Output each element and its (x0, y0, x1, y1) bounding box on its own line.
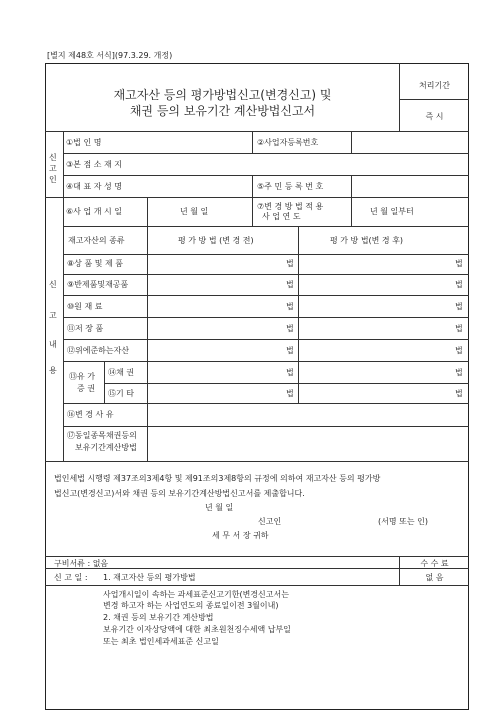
title-line-2: 채권 등의 보유기간 계산방법신고서 (129, 104, 316, 118)
row-after: 법 (455, 259, 463, 268)
applicant-sign-label: 신고인 (258, 517, 282, 526)
corp-name-label: ①법 인 명 (66, 138, 102, 147)
row-before: 법 (286, 346, 294, 355)
same-kind-label-a: ⑰동일종목채권등의 (67, 431, 137, 440)
row-label: ⑪저 장 품 (67, 324, 104, 333)
declaration-line-1: 법인세법 시행령 제37조의3제4항 및 제91조의3제8항의 규정에 의하여 재고자산 등의 평가방 (54, 474, 381, 483)
securities-label-a: ⑬유 가 (69, 372, 95, 381)
bond-before: 법 (286, 368, 294, 377)
content-char-1: 신 (49, 280, 57, 289)
due-item-2-detail-a: 보유기간 이자상당액에 대한 최초원천징수세액 납부일 (103, 625, 291, 634)
same-kind-label-b: 보유기간계산방법 (75, 443, 137, 452)
row-before: 법 (286, 302, 294, 311)
applicant-char-1: 신 (49, 153, 57, 162)
row-label: ⑨반제품및재공품 (67, 280, 129, 289)
row-after: 법 (455, 346, 463, 355)
hq-address-label: ③본 점 소 재 지 (66, 160, 122, 169)
bond-label: ⑭채 권 (108, 368, 134, 377)
biz-start-label: ⑥사 업 개 시 일 (66, 207, 122, 216)
processing-period-label: 처리기간 (419, 81, 450, 90)
rep-name-label: ④대 표 자 성 명 (66, 182, 122, 191)
other-label: ⑮기 타 (108, 389, 134, 398)
processing-period-value: 즉 시 (425, 112, 444, 121)
fee-value: 없 음 (425, 573, 444, 582)
change-year-value: 년 월 일부터 (370, 207, 414, 216)
due-item-2: 2. 채권 등의 보유기간 계산방법 (103, 613, 214, 622)
row-label: ⑫위에준하는자산 (67, 346, 130, 355)
row-after: 법 (455, 302, 463, 311)
row-after: 법 (455, 324, 463, 333)
sign-or-seal-label: (서명 또는 인) (378, 517, 428, 526)
inventory-kind-header: 재고자산의 종류 (68, 236, 125, 245)
content-char-2: 고 (49, 311, 57, 320)
applicant-char-2: 고 (49, 164, 57, 173)
securities-label-b: 증 권 (77, 384, 95, 393)
row-label: ⑩원 재 료 (67, 302, 103, 311)
method-before-header: 평 가 방 법 (변 경 전) (178, 236, 254, 245)
due-item-2-detail-b: 또는 최초 법인세과세표준 신고일 (103, 637, 219, 646)
method-after-header: 평 가 방 법(변 경 후) (330, 236, 404, 245)
biz-number-label: ②사업자등록번호 (257, 138, 319, 147)
due-item-1-detail-a: 사업개시일이 속하는 과세표준신고기한(변경신고서는 (103, 590, 289, 599)
due-item-1-detail-b: 변경 하고자 하는 사업연도의 종료일이전 3월이내) (103, 601, 279, 610)
fee-label: 수 수 료 (420, 559, 449, 568)
form-code: [별지 제48호 서식](97.3.29. 개정) (47, 51, 173, 60)
row-before: 법 (286, 324, 294, 333)
title-line-1: 재고자산 등의 평가방법신고(변경신고) 및 (113, 88, 332, 102)
row-before: 법 (286, 280, 294, 289)
tax-office-label: 세 무 서 장 귀하 (212, 531, 269, 540)
content-char-4: 용 (49, 366, 57, 375)
change-reason-label: ⑯변 경 사 유 (67, 410, 114, 419)
due-date-label: 신 고 일 : (54, 573, 88, 582)
resident-number-label: ⑤주 민 등 록 번 호 (257, 182, 324, 191)
row-label: ⑧상 품 및 제 품 (67, 259, 123, 268)
bond-after: 법 (455, 368, 463, 377)
other-after: 법 (455, 389, 463, 398)
due-item-1: 1. 재고자산 등의 평가방법 (103, 573, 196, 582)
date-line: 년 월 일 (205, 503, 234, 512)
biz-start-value: 년 월 일 (180, 207, 209, 216)
row-after: 법 (455, 280, 463, 289)
change-year-label-a: ⑦변 경 방 법 적 용 (257, 202, 324, 211)
applicant-char-3: 인 (49, 175, 57, 184)
other-before: 법 (286, 389, 294, 398)
change-year-label-b: 사 업 연 도 (262, 212, 301, 221)
content-char-3: 내 (49, 340, 57, 349)
row-before: 법 (286, 259, 294, 268)
attachments-label: 구비서류 : 없음 (54, 559, 109, 568)
declaration-line-2: 법신고(변경신고)서와 채권 등의 보유기간계산방법신고서를 제출합니다. (54, 489, 305, 498)
